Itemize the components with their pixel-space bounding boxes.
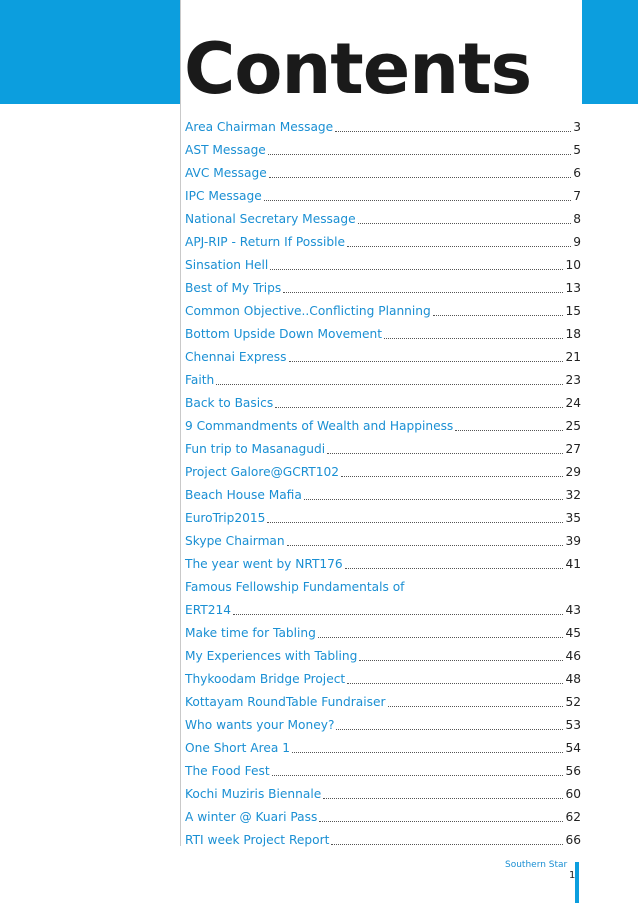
toc-entry-page: 8 [573, 212, 581, 226]
toc-entry[interactable] [185, 274, 581, 297]
toc-entry-title: Kottayam RoundTable Fundraiser [185, 695, 386, 709]
toc-entry-page: 5 [573, 143, 581, 157]
dot-leader [216, 384, 563, 385]
dot-leader [455, 430, 563, 431]
dot-leader [347, 246, 571, 247]
toc-entry-page: 21 [565, 350, 581, 364]
dot-leader [287, 545, 564, 546]
toc-entry-page: 15 [565, 304, 581, 318]
toc-entry-title: RTI week Project Report [185, 833, 330, 847]
dot-leader [267, 522, 563, 523]
dot-leader [292, 752, 564, 753]
publication-name: Southern Star [505, 860, 568, 870]
toc-entry-page: 23 [565, 373, 581, 387]
toc-entry-page: 66 [565, 833, 581, 847]
toc-entry-page: 52 [565, 695, 581, 709]
toc-entry-title: Make time for Tabling [185, 626, 316, 640]
toc-entry-title: The Food Fest [185, 764, 270, 778]
dot-leader [323, 798, 563, 799]
toc-entry[interactable] [185, 136, 581, 159]
toc-entry-page: 39 [565, 534, 581, 548]
toc-entry-title: Skype Chairman [185, 534, 285, 548]
toc-entry[interactable] [185, 504, 581, 527]
toc-entry-page: 27 [565, 442, 581, 456]
dot-leader [275, 407, 563, 408]
toc-entry-page: 62 [565, 810, 581, 824]
toc-entry-title: Best of My Trips [185, 281, 282, 295]
toc-entry-title: IPC Message [185, 189, 262, 203]
toc-entry-title: Bottom Upside Down Movement [185, 327, 383, 341]
toc-entry-title: EuroTrip2015 [185, 511, 266, 525]
dot-leader [318, 637, 564, 638]
dot-leader [269, 177, 572, 178]
toc-entry-title: Thykoodam Bridge Project [185, 672, 346, 686]
toc-entry-page: 54 [565, 741, 581, 755]
dot-leader [327, 453, 563, 454]
toc-entry[interactable] [185, 780, 581, 803]
toc-entry[interactable] [185, 343, 581, 366]
toc-entry[interactable] [185, 205, 581, 228]
toc-entry-title: 9 Commandments of Wealth and Happiness [185, 419, 454, 433]
dot-leader [272, 775, 564, 776]
dot-leader [270, 269, 563, 270]
dot-leader [233, 614, 563, 615]
toc-entry-title: Famous Fellowship Fundamentals of [185, 580, 405, 594]
toc-entry-title: AVC Message [185, 166, 267, 180]
toc-entry-title: Back to Basics [185, 396, 274, 410]
toc-entry-page: 53 [565, 718, 581, 732]
toc-entry-title: National Secretary Message [185, 212, 356, 226]
toc-entry[interactable] [185, 619, 581, 642]
toc-entry-page: 9 [573, 235, 581, 249]
toc-entry[interactable] [185, 757, 581, 780]
footer-accent-bar [575, 862, 579, 903]
toc-entry-title: A winter @ Kuari Pass [185, 810, 318, 824]
toc-entry-title: ERT214 [185, 603, 231, 617]
toc-entry[interactable] [185, 573, 581, 596]
toc-entry-title: Kochi Muziris Biennale [185, 787, 322, 801]
toc-entry[interactable] [185, 665, 581, 688]
toc-entry[interactable] [185, 366, 581, 389]
toc-entry-page: 6 [573, 166, 581, 180]
toc-entry-page: 7 [573, 189, 581, 203]
toc-entry[interactable] [185, 734, 581, 757]
toc-entry-page: 25 [565, 419, 581, 433]
dot-leader [359, 660, 563, 661]
toc-entry-page: 48 [565, 672, 581, 686]
dot-leader [433, 315, 564, 316]
toc-entry-page: 46 [565, 649, 581, 663]
toc-entry[interactable] [185, 251, 581, 274]
toc-entry[interactable] [185, 527, 581, 550]
toc-entry[interactable] [185, 481, 581, 504]
dot-leader [283, 292, 563, 293]
dot-leader [319, 821, 563, 822]
dot-leader [304, 499, 564, 500]
dot-leader [384, 338, 563, 339]
dot-leader [341, 476, 563, 477]
dot-leader [358, 223, 572, 224]
toc-entry[interactable] [185, 412, 581, 435]
toc-entry-title: Chennai Express [185, 350, 287, 364]
toc-entry-title: Beach House Mafia [185, 488, 302, 502]
toc-entry-title: Common Objective..Conflicting Planning [185, 304, 431, 318]
toc-entry[interactable] [185, 803, 581, 826]
toc-entry[interactable] [185, 596, 581, 619]
toc-entry-page: 13 [565, 281, 581, 295]
toc-entry-title: Who wants your Money? [185, 718, 335, 732]
dot-leader [336, 729, 563, 730]
dot-leader [264, 200, 571, 201]
dot-leader [335, 131, 571, 132]
toc-entry-page: 18 [565, 327, 581, 341]
margin-rule [180, 0, 181, 846]
toc-entry[interactable] [185, 320, 581, 343]
toc-entry-page: 32 [565, 488, 581, 502]
dot-leader [388, 706, 564, 707]
toc-entry-title: APJ-RIP - Return If Possible [185, 235, 345, 249]
toc-entry-page: 10 [565, 258, 581, 272]
toc-entry-title: Fun trip to Masanagudi [185, 442, 326, 456]
toc-entry-title: One Short Area 1 [185, 741, 290, 755]
toc-entry-title: The year went by NRT176 [185, 557, 343, 571]
header-band-left [0, 0, 180, 104]
toc-entry[interactable] [185, 389, 581, 412]
toc-entry-title: My Experiences with Tabling [185, 649, 358, 663]
dot-leader [268, 154, 571, 155]
dot-leader [347, 683, 563, 684]
toc-entry[interactable] [185, 688, 581, 711]
toc-entry[interactable] [185, 182, 581, 205]
table-of-contents [185, 113, 581, 849]
toc-entry-page: 43 [565, 603, 581, 617]
dot-leader [345, 568, 564, 569]
toc-entry[interactable] [185, 435, 581, 458]
toc-entry-page: 56 [565, 764, 581, 778]
toc-entry-title: Project Galore@GCRT102 [185, 465, 339, 479]
toc-entry-page: 29 [565, 465, 581, 479]
dot-leader [289, 361, 564, 362]
toc-entry-page: 24 [565, 396, 581, 410]
page-number: 1 [569, 870, 576, 881]
toc-entry-page: 3 [573, 120, 581, 134]
toc-entry[interactable] [185, 458, 581, 481]
toc-entry-page: 41 [565, 557, 581, 571]
toc-entry-title: AST Message [185, 143, 266, 157]
toc-entry[interactable] [185, 297, 581, 320]
dot-leader [331, 844, 563, 845]
toc-entry-page: 60 [565, 787, 581, 801]
toc-entry[interactable] [185, 228, 581, 251]
toc-entry-page: 35 [565, 511, 581, 525]
toc-entry[interactable] [185, 550, 581, 573]
page-title: Contents [184, 28, 532, 110]
header-band-right [582, 0, 638, 104]
toc-entry[interactable] [185, 711, 581, 734]
toc-entry[interactable] [185, 642, 581, 665]
toc-entry-title: Sinsation Hell [185, 258, 269, 272]
toc-entry[interactable] [185, 826, 581, 849]
toc-entry[interactable] [185, 113, 581, 136]
toc-entry-page: 45 [565, 626, 581, 640]
toc-entry[interactable] [185, 159, 581, 182]
toc-entry-title: Faith [185, 373, 215, 387]
toc-entry-title: Area Chairman Message [185, 120, 334, 134]
